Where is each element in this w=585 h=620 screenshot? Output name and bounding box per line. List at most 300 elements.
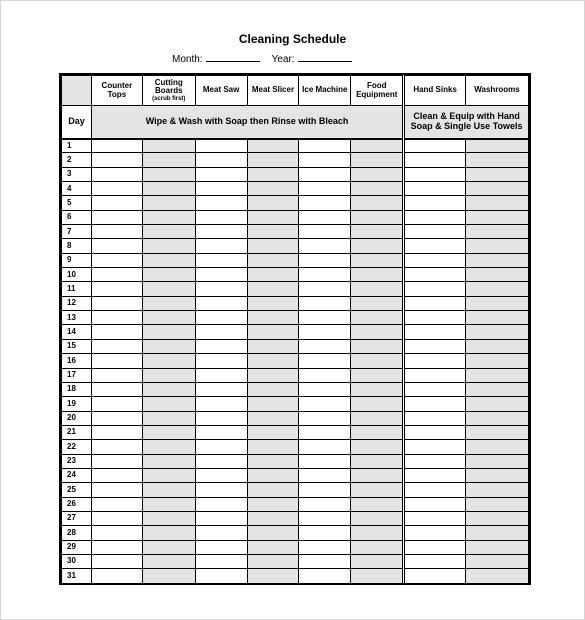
- checkbox-cell[interactable]: [351, 382, 404, 396]
- day-number: 29: [62, 540, 92, 554]
- checkbox-cell[interactable]: [142, 454, 195, 468]
- checkbox-cell[interactable]: [91, 483, 142, 497]
- checkbox-cell[interactable]: [142, 339, 195, 353]
- checkbox-cell[interactable]: [299, 397, 351, 411]
- checkbox-cell[interactable]: [247, 511, 299, 525]
- checkbox-cell[interactable]: [351, 182, 404, 196]
- checkbox-cell[interactable]: [142, 554, 195, 568]
- checkbox-cell[interactable]: [91, 440, 142, 454]
- column-header-hand-sinks: Hand Sinks: [404, 76, 466, 106]
- checkbox-cell[interactable]: [91, 368, 142, 382]
- checkbox-cell[interactable]: [247, 382, 299, 396]
- day-number: 17: [62, 368, 92, 382]
- checkbox-cell[interactable]: [142, 239, 195, 253]
- checkbox-cell[interactable]: [142, 210, 195, 224]
- checkbox-cell[interactable]: [351, 239, 404, 253]
- checkbox-cell[interactable]: [299, 153, 351, 167]
- checkbox-cell[interactable]: [466, 282, 529, 296]
- checkbox-cell[interactable]: [247, 368, 299, 382]
- checkbox-cell[interactable]: [351, 397, 404, 411]
- checkbox-cell[interactable]: [247, 440, 299, 454]
- checkbox-cell[interactable]: [404, 325, 466, 339]
- day-row: [62, 268, 529, 282]
- checkbox-cell[interactable]: [142, 368, 195, 382]
- checkbox-cell[interactable]: [404, 196, 466, 210]
- checkbox-cell[interactable]: [247, 354, 299, 368]
- checkbox-cell[interactable]: [299, 239, 351, 253]
- day-row: [62, 210, 529, 224]
- checkbox-cell[interactable]: [247, 569, 299, 583]
- checkbox-cell[interactable]: [351, 540, 404, 554]
- checkbox-cell[interactable]: [299, 253, 351, 267]
- checkbox-cell[interactable]: [142, 497, 195, 511]
- checkbox-cell[interactable]: [247, 311, 299, 325]
- checkbox-cell[interactable]: [299, 225, 351, 239]
- checkbox-cell[interactable]: [142, 425, 195, 439]
- checkbox-cell[interactable]: [142, 382, 195, 396]
- day-number: 19: [62, 397, 92, 411]
- schedule-table: [61, 75, 529, 584]
- checkbox-cell[interactable]: [195, 397, 247, 411]
- checkbox-cell[interactable]: [142, 196, 195, 210]
- day-row: [62, 325, 529, 339]
- checkbox-cell[interactable]: [247, 411, 299, 425]
- day-number: 23: [62, 454, 92, 468]
- checkbox-cell[interactable]: [351, 153, 404, 167]
- checkbox-cell[interactable]: [91, 268, 142, 282]
- checkbox-cell[interactable]: [195, 339, 247, 353]
- checkbox-cell[interactable]: [91, 167, 142, 181]
- checkbox-cell[interactable]: [91, 311, 142, 325]
- column-header-meat-saw: Meat Saw: [195, 76, 247, 106]
- checkbox-cell[interactable]: [195, 253, 247, 267]
- checkbox-cell[interactable]: [247, 282, 299, 296]
- checkbox-cell[interactable]: [142, 296, 195, 310]
- checkbox-cell[interactable]: [351, 483, 404, 497]
- column-header-cutting-boards-label: Cutting Boards: [154, 77, 183, 96]
- checkbox-cell[interactable]: [142, 397, 195, 411]
- checkbox-cell[interactable]: [195, 382, 247, 396]
- checkbox-cell[interactable]: [466, 239, 529, 253]
- checkbox-cell[interactable]: [404, 540, 466, 554]
- checkbox-cell[interactable]: [247, 153, 299, 167]
- checkbox-cell[interactable]: [404, 153, 466, 167]
- checkbox-cell[interactable]: [247, 339, 299, 353]
- day-number: 2: [62, 153, 92, 167]
- checkbox-cell[interactable]: [195, 483, 247, 497]
- day-row: [62, 354, 529, 368]
- checkbox-cell[interactable]: [466, 339, 529, 353]
- checkbox-cell[interactable]: [195, 239, 247, 253]
- checkbox-cell[interactable]: [142, 139, 195, 153]
- schedule-grid: [59, 73, 531, 585]
- checkbox-cell[interactable]: [247, 454, 299, 468]
- checkbox-cell[interactable]: [466, 569, 529, 583]
- instruction-row: [62, 106, 529, 139]
- checkbox-cell[interactable]: [404, 425, 466, 439]
- checkbox-cell[interactable]: [195, 454, 247, 468]
- checkbox-cell[interactable]: [142, 511, 195, 525]
- checkbox-cell[interactable]: [91, 468, 142, 482]
- checkbox-cell[interactable]: [195, 268, 247, 282]
- checkbox-cell[interactable]: [91, 354, 142, 368]
- column-header-cutting-boards-note: (scrub first): [152, 95, 186, 102]
- day-row: [62, 296, 529, 310]
- day-number: 27: [62, 511, 92, 525]
- checkbox-cell[interactable]: [142, 526, 195, 540]
- instruction-hand-soap: Clean & Equip with Hand Soap & Single Use Towels: [404, 106, 529, 139]
- checkbox-cell[interactable]: [299, 425, 351, 439]
- checkbox-cell[interactable]: [195, 282, 247, 296]
- checkbox-cell[interactable]: [91, 253, 142, 267]
- checkbox-cell[interactable]: [91, 397, 142, 411]
- day-row: [62, 153, 529, 167]
- checkbox-cell[interactable]: [404, 511, 466, 525]
- checkbox-cell[interactable]: [351, 139, 404, 153]
- checkbox-cell[interactable]: [466, 210, 529, 224]
- checkbox-cell[interactable]: [466, 311, 529, 325]
- checkbox-cell[interactable]: [247, 210, 299, 224]
- checkbox-cell[interactable]: [142, 440, 195, 454]
- checkbox-cell[interactable]: [91, 225, 142, 239]
- checkbox-cell[interactable]: [195, 511, 247, 525]
- checkbox-cell[interactable]: [404, 239, 466, 253]
- checkbox-cell[interactable]: [466, 454, 529, 468]
- checkbox-cell[interactable]: [247, 239, 299, 253]
- checkbox-cell[interactable]: [299, 311, 351, 325]
- checkbox-cell[interactable]: [299, 282, 351, 296]
- checkbox-cell[interactable]: [91, 569, 142, 583]
- checkbox-cell[interactable]: [195, 139, 247, 153]
- checkbox-cell[interactable]: [195, 182, 247, 196]
- checkbox-cell[interactable]: [91, 296, 142, 310]
- checkbox-cell[interactable]: [299, 354, 351, 368]
- checkbox-cell[interactable]: [91, 454, 142, 468]
- checkbox-cell[interactable]: [142, 468, 195, 482]
- checkbox-cell[interactable]: [351, 554, 404, 568]
- checkbox-cell[interactable]: [404, 569, 466, 583]
- day-number: 22: [62, 440, 92, 454]
- checkbox-cell[interactable]: [351, 325, 404, 339]
- checkbox-cell[interactable]: [195, 296, 247, 310]
- day-header: Day: [62, 106, 92, 139]
- day-row: [62, 454, 529, 468]
- column-header-ice-machine: Ice Machine: [299, 76, 351, 106]
- checkbox-cell[interactable]: [195, 311, 247, 325]
- checkbox-cell[interactable]: [351, 425, 404, 439]
- checkbox-cell[interactable]: [142, 225, 195, 239]
- checkbox-cell[interactable]: [247, 268, 299, 282]
- checkbox-cell[interactable]: [404, 225, 466, 239]
- checkbox-cell[interactable]: [351, 196, 404, 210]
- checkbox-cell[interactable]: [91, 196, 142, 210]
- checkbox-cell[interactable]: [91, 511, 142, 525]
- checkbox-cell[interactable]: [466, 440, 529, 454]
- checkbox-cell[interactable]: [351, 339, 404, 353]
- checkbox-cell[interactable]: [195, 153, 247, 167]
- checkbox-cell[interactable]: [142, 253, 195, 267]
- checkbox-cell[interactable]: [466, 554, 529, 568]
- checkbox-cell[interactable]: [247, 540, 299, 554]
- day-number: 21: [62, 425, 92, 439]
- checkbox-cell[interactable]: [299, 182, 351, 196]
- checkbox-cell[interactable]: [466, 268, 529, 282]
- checkbox-cell[interactable]: [195, 440, 247, 454]
- checkbox-cell[interactable]: [299, 268, 351, 282]
- day-row: [62, 282, 529, 296]
- checkbox-cell[interactable]: [91, 382, 142, 396]
- checkbox-cell[interactable]: [351, 411, 404, 425]
- checkbox-cell[interactable]: [195, 468, 247, 482]
- checkbox-cell[interactable]: [142, 540, 195, 554]
- checkbox-cell[interactable]: [351, 497, 404, 511]
- month-field[interactable]: [206, 51, 260, 62]
- checkbox-cell[interactable]: [466, 182, 529, 196]
- checkbox-cell[interactable]: [351, 225, 404, 239]
- checkbox-cell[interactable]: [247, 554, 299, 568]
- checkbox-cell[interactable]: [466, 325, 529, 339]
- day-row: [62, 139, 529, 153]
- year-label: Year:: [271, 54, 295, 65]
- checkbox-cell[interactable]: [466, 253, 529, 267]
- checkbox-cell[interactable]: [466, 382, 529, 396]
- checkbox-cell[interactable]: [142, 569, 195, 583]
- checkbox-cell[interactable]: [404, 339, 466, 353]
- checkbox-cell[interactable]: [195, 325, 247, 339]
- day-number: 18: [62, 382, 92, 396]
- day-row: [62, 225, 529, 239]
- checkbox-cell[interactable]: [142, 153, 195, 167]
- checkbox-cell[interactable]: [195, 526, 247, 540]
- checkbox-cell[interactable]: [247, 167, 299, 181]
- day-row: [62, 526, 529, 540]
- checkbox-cell[interactable]: [466, 483, 529, 497]
- checkbox-cell[interactable]: [299, 526, 351, 540]
- checkbox-cell[interactable]: [404, 182, 466, 196]
- checkbox-cell[interactable]: [247, 182, 299, 196]
- day-number: 4: [62, 182, 92, 196]
- checkbox-cell[interactable]: [404, 483, 466, 497]
- checkbox-cell[interactable]: [404, 139, 466, 153]
- checkbox-cell[interactable]: [91, 526, 142, 540]
- checkbox-cell[interactable]: [404, 554, 466, 568]
- day-number: 12: [62, 296, 92, 310]
- checkbox-cell[interactable]: [351, 468, 404, 482]
- checkbox-cell[interactable]: [195, 196, 247, 210]
- checkbox-cell[interactable]: [404, 354, 466, 368]
- checkbox-cell[interactable]: [466, 511, 529, 525]
- day-row: [62, 196, 529, 210]
- checkbox-cell[interactable]: [466, 425, 529, 439]
- day-number: 30: [62, 554, 92, 568]
- checkbox-cell[interactable]: [195, 411, 247, 425]
- checkbox-cell[interactable]: [351, 167, 404, 181]
- checkbox-cell[interactable]: [404, 468, 466, 482]
- checkbox-cell[interactable]: [466, 468, 529, 482]
- checkbox-cell[interactable]: [91, 139, 142, 153]
- day-number: 26: [62, 497, 92, 511]
- checkbox-cell[interactable]: [91, 339, 142, 353]
- checkbox-cell[interactable]: [195, 554, 247, 568]
- checkbox-cell[interactable]: [247, 425, 299, 439]
- checkbox-cell[interactable]: [247, 225, 299, 239]
- checkbox-cell[interactable]: [351, 253, 404, 267]
- checkbox-cell[interactable]: [351, 511, 404, 525]
- checkbox-cell[interactable]: [195, 354, 247, 368]
- checkbox-cell[interactable]: [247, 526, 299, 540]
- checkbox-cell[interactable]: [466, 354, 529, 368]
- checkbox-cell[interactable]: [351, 526, 404, 540]
- checkbox-cell[interactable]: [466, 153, 529, 167]
- checkbox-cell[interactable]: [299, 483, 351, 497]
- checkbox-cell[interactable]: [404, 167, 466, 181]
- checkbox-cell[interactable]: [195, 569, 247, 583]
- day-number: 14: [62, 325, 92, 339]
- checkbox-cell[interactable]: [299, 167, 351, 181]
- checkbox-cell[interactable]: [195, 210, 247, 224]
- checkbox-cell[interactable]: [299, 368, 351, 382]
- checkbox-cell[interactable]: [466, 139, 529, 153]
- checkbox-cell[interactable]: [299, 454, 351, 468]
- checkbox-cell[interactable]: [351, 210, 404, 224]
- checkbox-cell[interactable]: [142, 354, 195, 368]
- checkbox-cell[interactable]: [299, 210, 351, 224]
- checkbox-cell[interactable]: [351, 454, 404, 468]
- checkbox-cell[interactable]: [91, 411, 142, 425]
- checkbox-cell[interactable]: [195, 425, 247, 439]
- checkbox-cell[interactable]: [299, 196, 351, 210]
- day-row: [62, 511, 529, 525]
- checkbox-cell[interactable]: [466, 526, 529, 540]
- checkbox-cell[interactable]: [195, 167, 247, 181]
- checkbox-cell[interactable]: [142, 411, 195, 425]
- checkbox-cell[interactable]: [351, 368, 404, 382]
- checkbox-cell[interactable]: [142, 268, 195, 282]
- checkbox-cell[interactable]: [404, 368, 466, 382]
- checkbox-cell[interactable]: [351, 569, 404, 583]
- checkbox-cell[interactable]: [466, 225, 529, 239]
- checkbox-cell[interactable]: [404, 497, 466, 511]
- day-number: 25: [62, 483, 92, 497]
- column-header-washrooms: Washrooms: [466, 76, 529, 106]
- day-number: 1: [62, 139, 92, 153]
- checkbox-cell[interactable]: [247, 483, 299, 497]
- checkbox-cell[interactable]: [299, 468, 351, 482]
- checkbox-cell[interactable]: [466, 497, 529, 511]
- checkbox-cell[interactable]: [142, 311, 195, 325]
- checkbox-cell[interactable]: [247, 196, 299, 210]
- corner-cell: [62, 76, 92, 106]
- checkbox-cell[interactable]: [404, 382, 466, 396]
- checkbox-cell[interactable]: [404, 268, 466, 282]
- checkbox-cell[interactable]: [91, 210, 142, 224]
- checkbox-cell[interactable]: [91, 425, 142, 439]
- year-field[interactable]: [298, 51, 352, 62]
- checkbox-cell[interactable]: [195, 497, 247, 511]
- checkbox-cell[interactable]: [404, 397, 466, 411]
- checkbox-cell[interactable]: [299, 411, 351, 425]
- checkbox-cell[interactable]: [299, 540, 351, 554]
- checkbox-cell[interactable]: [91, 153, 142, 167]
- day-row: [62, 540, 529, 554]
- checkbox-cell[interactable]: [404, 282, 466, 296]
- checkbox-cell[interactable]: [466, 411, 529, 425]
- day-number: 13: [62, 311, 92, 325]
- day-row: [62, 311, 529, 325]
- checkbox-cell[interactable]: [299, 296, 351, 310]
- checkbox-cell[interactable]: [142, 325, 195, 339]
- checkbox-cell[interactable]: [195, 225, 247, 239]
- day-number: 28: [62, 526, 92, 540]
- checkbox-cell[interactable]: [299, 325, 351, 339]
- column-header-cutting-boards: [142, 76, 195, 106]
- checkbox-cell[interactable]: [466, 368, 529, 382]
- checkbox-cell[interactable]: [247, 468, 299, 482]
- day-number: 5: [62, 196, 92, 210]
- checkbox-cell[interactable]: [466, 540, 529, 554]
- checkbox-cell[interactable]: [466, 397, 529, 411]
- checkbox-cell[interactable]: [91, 182, 142, 196]
- checkbox-cell[interactable]: [299, 139, 351, 153]
- checkbox-cell[interactable]: [91, 282, 142, 296]
- checkbox-cell[interactable]: [299, 339, 351, 353]
- checkbox-cell[interactable]: [351, 311, 404, 325]
- checkbox-cell[interactable]: [466, 196, 529, 210]
- checkbox-cell[interactable]: [351, 354, 404, 368]
- checkbox-cell[interactable]: [299, 440, 351, 454]
- checkbox-cell[interactable]: [247, 497, 299, 511]
- checkbox-cell[interactable]: [299, 511, 351, 525]
- checkbox-cell[interactable]: [404, 411, 466, 425]
- checkbox-cell[interactable]: [299, 382, 351, 396]
- checkbox-cell[interactable]: [466, 296, 529, 310]
- column-header-counter-tops: Counter Tops: [91, 76, 142, 106]
- checkbox-cell[interactable]: [404, 210, 466, 224]
- checkbox-cell[interactable]: [351, 440, 404, 454]
- checkbox-cell[interactable]: [351, 296, 404, 310]
- checkbox-cell[interactable]: [299, 554, 351, 568]
- checkbox-cell[interactable]: [404, 526, 466, 540]
- checkbox-cell[interactable]: [351, 282, 404, 296]
- checkbox-cell[interactable]: [404, 253, 466, 267]
- checkbox-cell[interactable]: [247, 397, 299, 411]
- checkbox-cell[interactable]: [247, 253, 299, 267]
- checkbox-cell[interactable]: [91, 554, 142, 568]
- checkbox-cell[interactable]: [247, 139, 299, 153]
- checkbox-cell[interactable]: [404, 311, 466, 325]
- checkbox-cell[interactable]: [299, 569, 351, 583]
- checkbox-cell[interactable]: [466, 167, 529, 181]
- column-header-row: [62, 76, 529, 106]
- checkbox-cell[interactable]: [299, 497, 351, 511]
- checkbox-cell[interactable]: [351, 268, 404, 282]
- checkbox-cell[interactable]: [142, 182, 195, 196]
- checkbox-cell[interactable]: [404, 296, 466, 310]
- checkbox-cell[interactable]: [247, 325, 299, 339]
- checkbox-cell[interactable]: [404, 440, 466, 454]
- checkbox-cell[interactable]: [195, 540, 247, 554]
- checkbox-cell[interactable]: [91, 239, 142, 253]
- checkbox-cell[interactable]: [91, 540, 142, 554]
- checkbox-cell[interactable]: [142, 282, 195, 296]
- checkbox-cell[interactable]: [247, 296, 299, 310]
- checkbox-cell[interactable]: [91, 325, 142, 339]
- checkbox-cell[interactable]: [195, 368, 247, 382]
- checkbox-cell[interactable]: [142, 167, 195, 181]
- checkbox-cell[interactable]: [404, 454, 466, 468]
- checkbox-cell[interactable]: [91, 497, 142, 511]
- checkbox-cell[interactable]: [142, 483, 195, 497]
